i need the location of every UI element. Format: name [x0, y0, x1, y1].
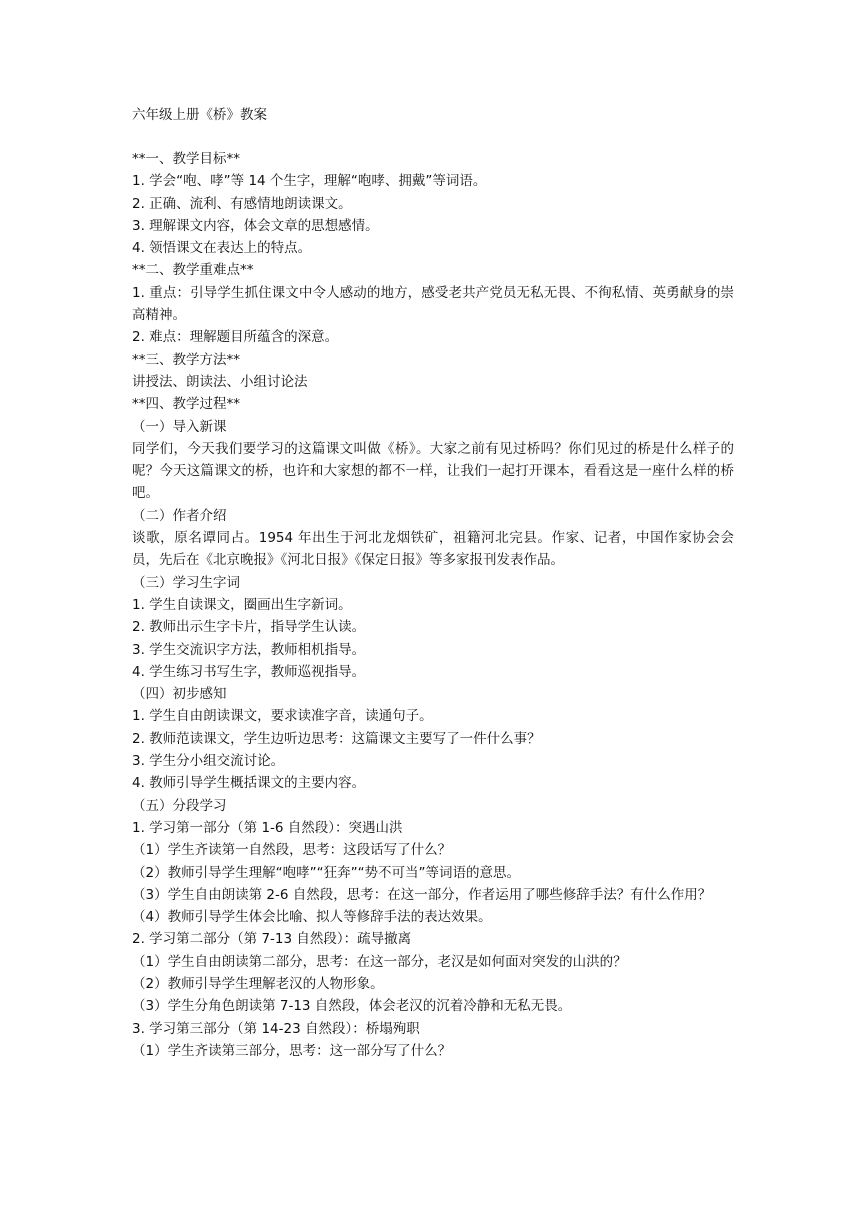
text-line: 1. 学生自由朗读课文，要求读准字音，读通句子。	[132, 708, 433, 725]
text-line: （1）学生齐读第一自然段，思考：这段话写了什么？	[132, 842, 452, 859]
text-line: 讲授法、朗读法、小组讨论法	[132, 373, 308, 390]
text-line: 同学们，今天我们要学习的这篇课文叫做《桥》。大家之前有见过桥吗？你们见过的桥是什么样子的呢？今天这篇课文的桥，也许和大家想的都不一样，让我们一起打开课本，看看这是一座什么样的桥吧。	[132, 440, 734, 502]
text-line: 3. 学习第三部分（第 14-23 自然段）：桥塌殉职	[132, 1020, 420, 1037]
text-line: 3. 理解课文内容，体会文章的思想感情。	[132, 217, 379, 234]
document-body	[132, 148, 734, 1062]
text-line: （2）教师引导学生理解老汉的人物形象。	[132, 975, 384, 992]
text-line: 4. 教师引导学生概括课文的主要内容。	[132, 775, 366, 792]
document-title: 六年级上册《桥》教案	[132, 107, 267, 123]
text-line: 3. 学生交流识字方法，教师相机指导。	[132, 641, 366, 658]
blank-line	[132, 126, 734, 148]
text-line: 3. 学生分小组交流讨论。	[132, 753, 285, 770]
text-line: 2. 教师范读课文，学生边听边思考：这篇课文主要写了一件什么事？	[132, 730, 541, 747]
text-line: 2. 教师出示生字卡片，指导学生认读。	[132, 619, 366, 636]
text-line: （三）学习生字词	[132, 574, 240, 591]
text-line: （一）导入新课	[132, 418, 227, 435]
text-line: 2. 正确、流利、有感情地朗读课文。	[132, 195, 352, 212]
text-line: （4）教师引导学生体会比喻、拟人等修辞手法的表达效果。	[132, 909, 492, 926]
text-line: 4. 领悟课文在表达上的特点。	[132, 240, 312, 257]
text-line: （四）初步感知	[132, 686, 227, 703]
text-line: **一、教学目标**	[132, 151, 240, 167]
text-line: （3）学生自由朗读第 2-6 自然段，思考：在这一部分，作者运用了哪些修辞手法？有什么作用？	[132, 886, 712, 903]
text-line: 1. 学生自读课文，圈画出生字新词。	[132, 596, 352, 613]
text-line: （二）作者介绍	[132, 507, 227, 524]
text-line: （1）学生自由朗读第二部分，思考：在这一部分，老汉是如何面对突发的山洪的？	[132, 953, 627, 970]
text-line: 2. 难点：理解题目所蕴含的深意。	[132, 329, 339, 346]
text-line: （1）学生齐读第三部分，思考：这一部分写了什么？	[132, 1042, 452, 1059]
text-line: （五）分段学习	[132, 797, 227, 814]
text-line: （2）教师引导学生理解“咆哮”“狂奔”“势不可当”等词语的意思。	[132, 864, 521, 881]
text-line: 1. 重点：引导学生抓住课文中令人感动的地方，感受老共产党员无私无畏、不徇私情、英勇献身的崇高精神。	[132, 284, 734, 324]
text-line: 1. 学会“咆、哮”等 14 个生字，理解“咆哮、拥戴”等词语。	[132, 173, 487, 190]
text-line: **四、教学过程**	[132, 396, 240, 413]
text-line: 谈歌，原名谭同占。1954 年出生于河北龙烟铁矿，祖籍河北完县。作家、记者，中国作家协会会员，先后在《北京晚报》《河北日报》《保定日报》等多家报刊发表作品。	[132, 530, 734, 569]
text-line: 1. 学习第一部分（第 1-6 自然段）：突遇山洪	[132, 819, 403, 836]
text-line: **三、教学方法**	[132, 351, 240, 368]
text-line: **二、教学重难点**	[132, 262, 254, 279]
text-line: 2. 学习第二部分（第 7-13 自然段）：疏导撤离	[132, 931, 412, 948]
text-line: 4. 学生练习书写生字，教师巡视指导。	[132, 663, 366, 680]
text-line: （3）学生分角色朗读第 7-13 自然段，体会老汉的沉着冷静和无私无畏。	[132, 998, 572, 1015]
